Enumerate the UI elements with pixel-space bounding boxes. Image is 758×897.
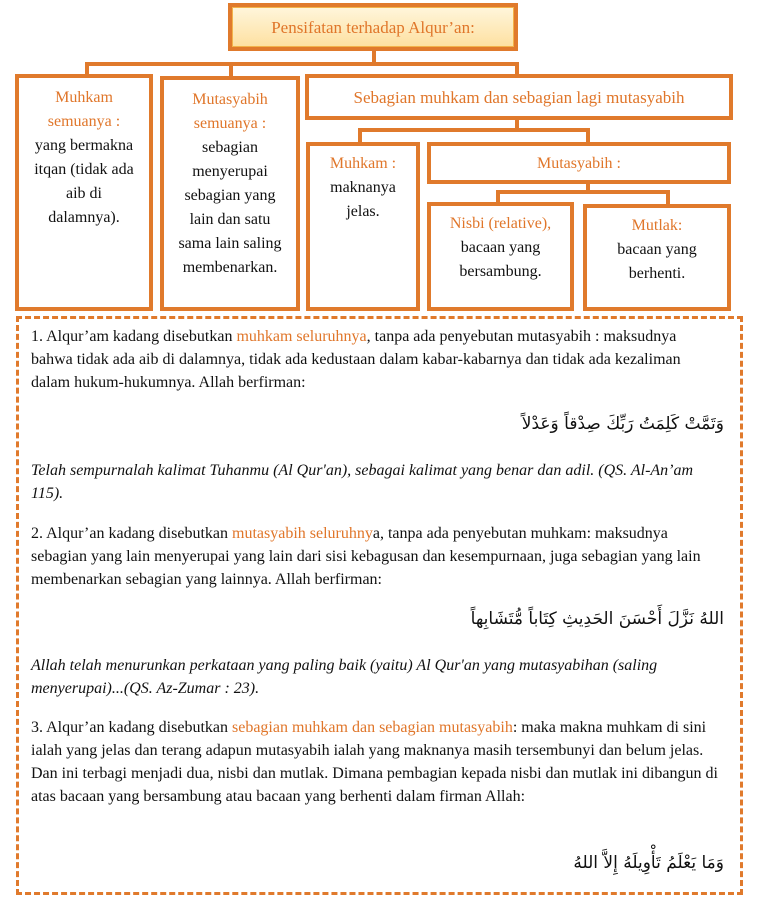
translation-1: Telah sempurnalah kalimat Tuhanmu (Al Qur'an), sebagai kalimat yang benar dan adil. (QS. Al-An’am 115).	[31, 462, 694, 502]
sub-muhkam-text: maknanya jelas.	[330, 179, 396, 220]
explanation-panel	[16, 316, 743, 895]
sub-muhkam-heading: Muhkam :	[329, 155, 397, 172]
mutlak-heading: Mutlak:	[631, 217, 683, 234]
translation-2: Allah telah menurunkan perkataan yang paling baik (yaitu) Al Qur'an yang mutasyabihan (saling menyerupai)...(QS. Az-Zumar : 23).	[31, 657, 658, 697]
muhkam-box	[15, 74, 153, 311]
paragraph-3-text-cont: : maka makna muhkam di sini ialah yang jelas dan terang adapun mutasyabih ialah yang maknanya masih tersembunyi dan belum jelas. Dan ini terbagi menjadi dua, nisbi dan mutlak. Dimana pembagian kepada nisbi dan mutlak ini dibangun di atas bacaan yang bersambung atau bacaan yang berhenti dalam firman Allah:	[31, 719, 718, 805]
connector	[358, 128, 590, 132]
sub-mutasyabih-box	[427, 142, 731, 184]
muhkam-heading: Muhkam semuanya :	[47, 89, 121, 130]
paragraph-2-text-cont: a, tanpa ada penyebutan muhkam: maksudnya sebagian yang lain menyerupai yang lain dari sisi kebagusan dan kesempurnaan, juga sebagian yang lain membenarkan sebagian yang lainnya. Allah berfirman:	[31, 525, 701, 588]
sub-muhkam-box	[306, 142, 420, 311]
paragraph-3-text: 3. Alqur’an kadang disebutkan	[31, 719, 232, 736]
mixed-heading: Sebagian muhkam dan sebagian lagi mutasyabih	[353, 88, 685, 107]
highlight-muhkam: muhkam seluruhnya	[236, 328, 367, 345]
arabic-verse-2: اللهُ نَزَّلَ أَحْسَنَ الحَدِيثِ كِتَاباً مُّتَشَابِهاً	[470, 609, 724, 629]
mutasyabih-heading: Mutasyabih semuanya :	[192, 91, 268, 132]
paragraph-1-text-cont: , tanpa ada penyebutan mutasyabih : maksudnya bahwa tidak ada aib di dalamnya, tidak ada kedustaan dalam kabar-kabarnya dan tidak ada kezaliman dalam hukum-hukumnya. Allah berfirman:	[31, 328, 681, 391]
paragraph-1	[31, 325, 721, 394]
paragraph-3	[31, 716, 721, 808]
arabic-verse-3: وَمَا يَعْلَمُ تَأْوِيلَهُ إِلاَّ اللهُ	[573, 853, 724, 873]
title-box	[228, 3, 518, 51]
paragraph-1-text: 1. Alqur’am kadang disebutkan	[31, 328, 237, 345]
mutasyabih-box	[160, 76, 300, 311]
highlight-mutasyabih: mutasyabih seluruhny	[232, 525, 373, 542]
connector	[85, 62, 519, 66]
nisbi-text: bacaan yang bersambung.	[459, 239, 542, 280]
mutlak-text: bacaan yang berhenti.	[617, 241, 697, 282]
connector	[496, 190, 670, 194]
highlight-sebagian: sebagian muhkam dan sebagian mutasyabih	[232, 719, 513, 736]
muhkam-text: yang bermakna itqan (tidak ada aib di dalamnya).	[34, 137, 134, 226]
mutlak-box	[583, 204, 731, 311]
connector	[666, 190, 670, 204]
mixed-box	[305, 74, 733, 120]
diagram-title: Pensifatan terhadap Alqur’an:	[271, 18, 475, 37]
paragraph-2	[31, 522, 721, 591]
nisbi-box	[427, 202, 574, 311]
arabic-verse-1: وَتَمَّتْ كَلِمَتُ رَبِّكَ صِدْقاً وَعَدْلاً	[521, 414, 724, 434]
sub-mutasyabih-heading: Mutasyabih :	[537, 155, 621, 172]
mutasyabih-text: sebagian menyerupai sebagian yang lain dan satu sama lain saling membenarkan.	[178, 139, 282, 276]
nisbi-heading: Nisbi (relative),	[449, 215, 552, 232]
paragraph-2-text: 2. Alqur’an kadang disebutkan	[31, 525, 232, 542]
